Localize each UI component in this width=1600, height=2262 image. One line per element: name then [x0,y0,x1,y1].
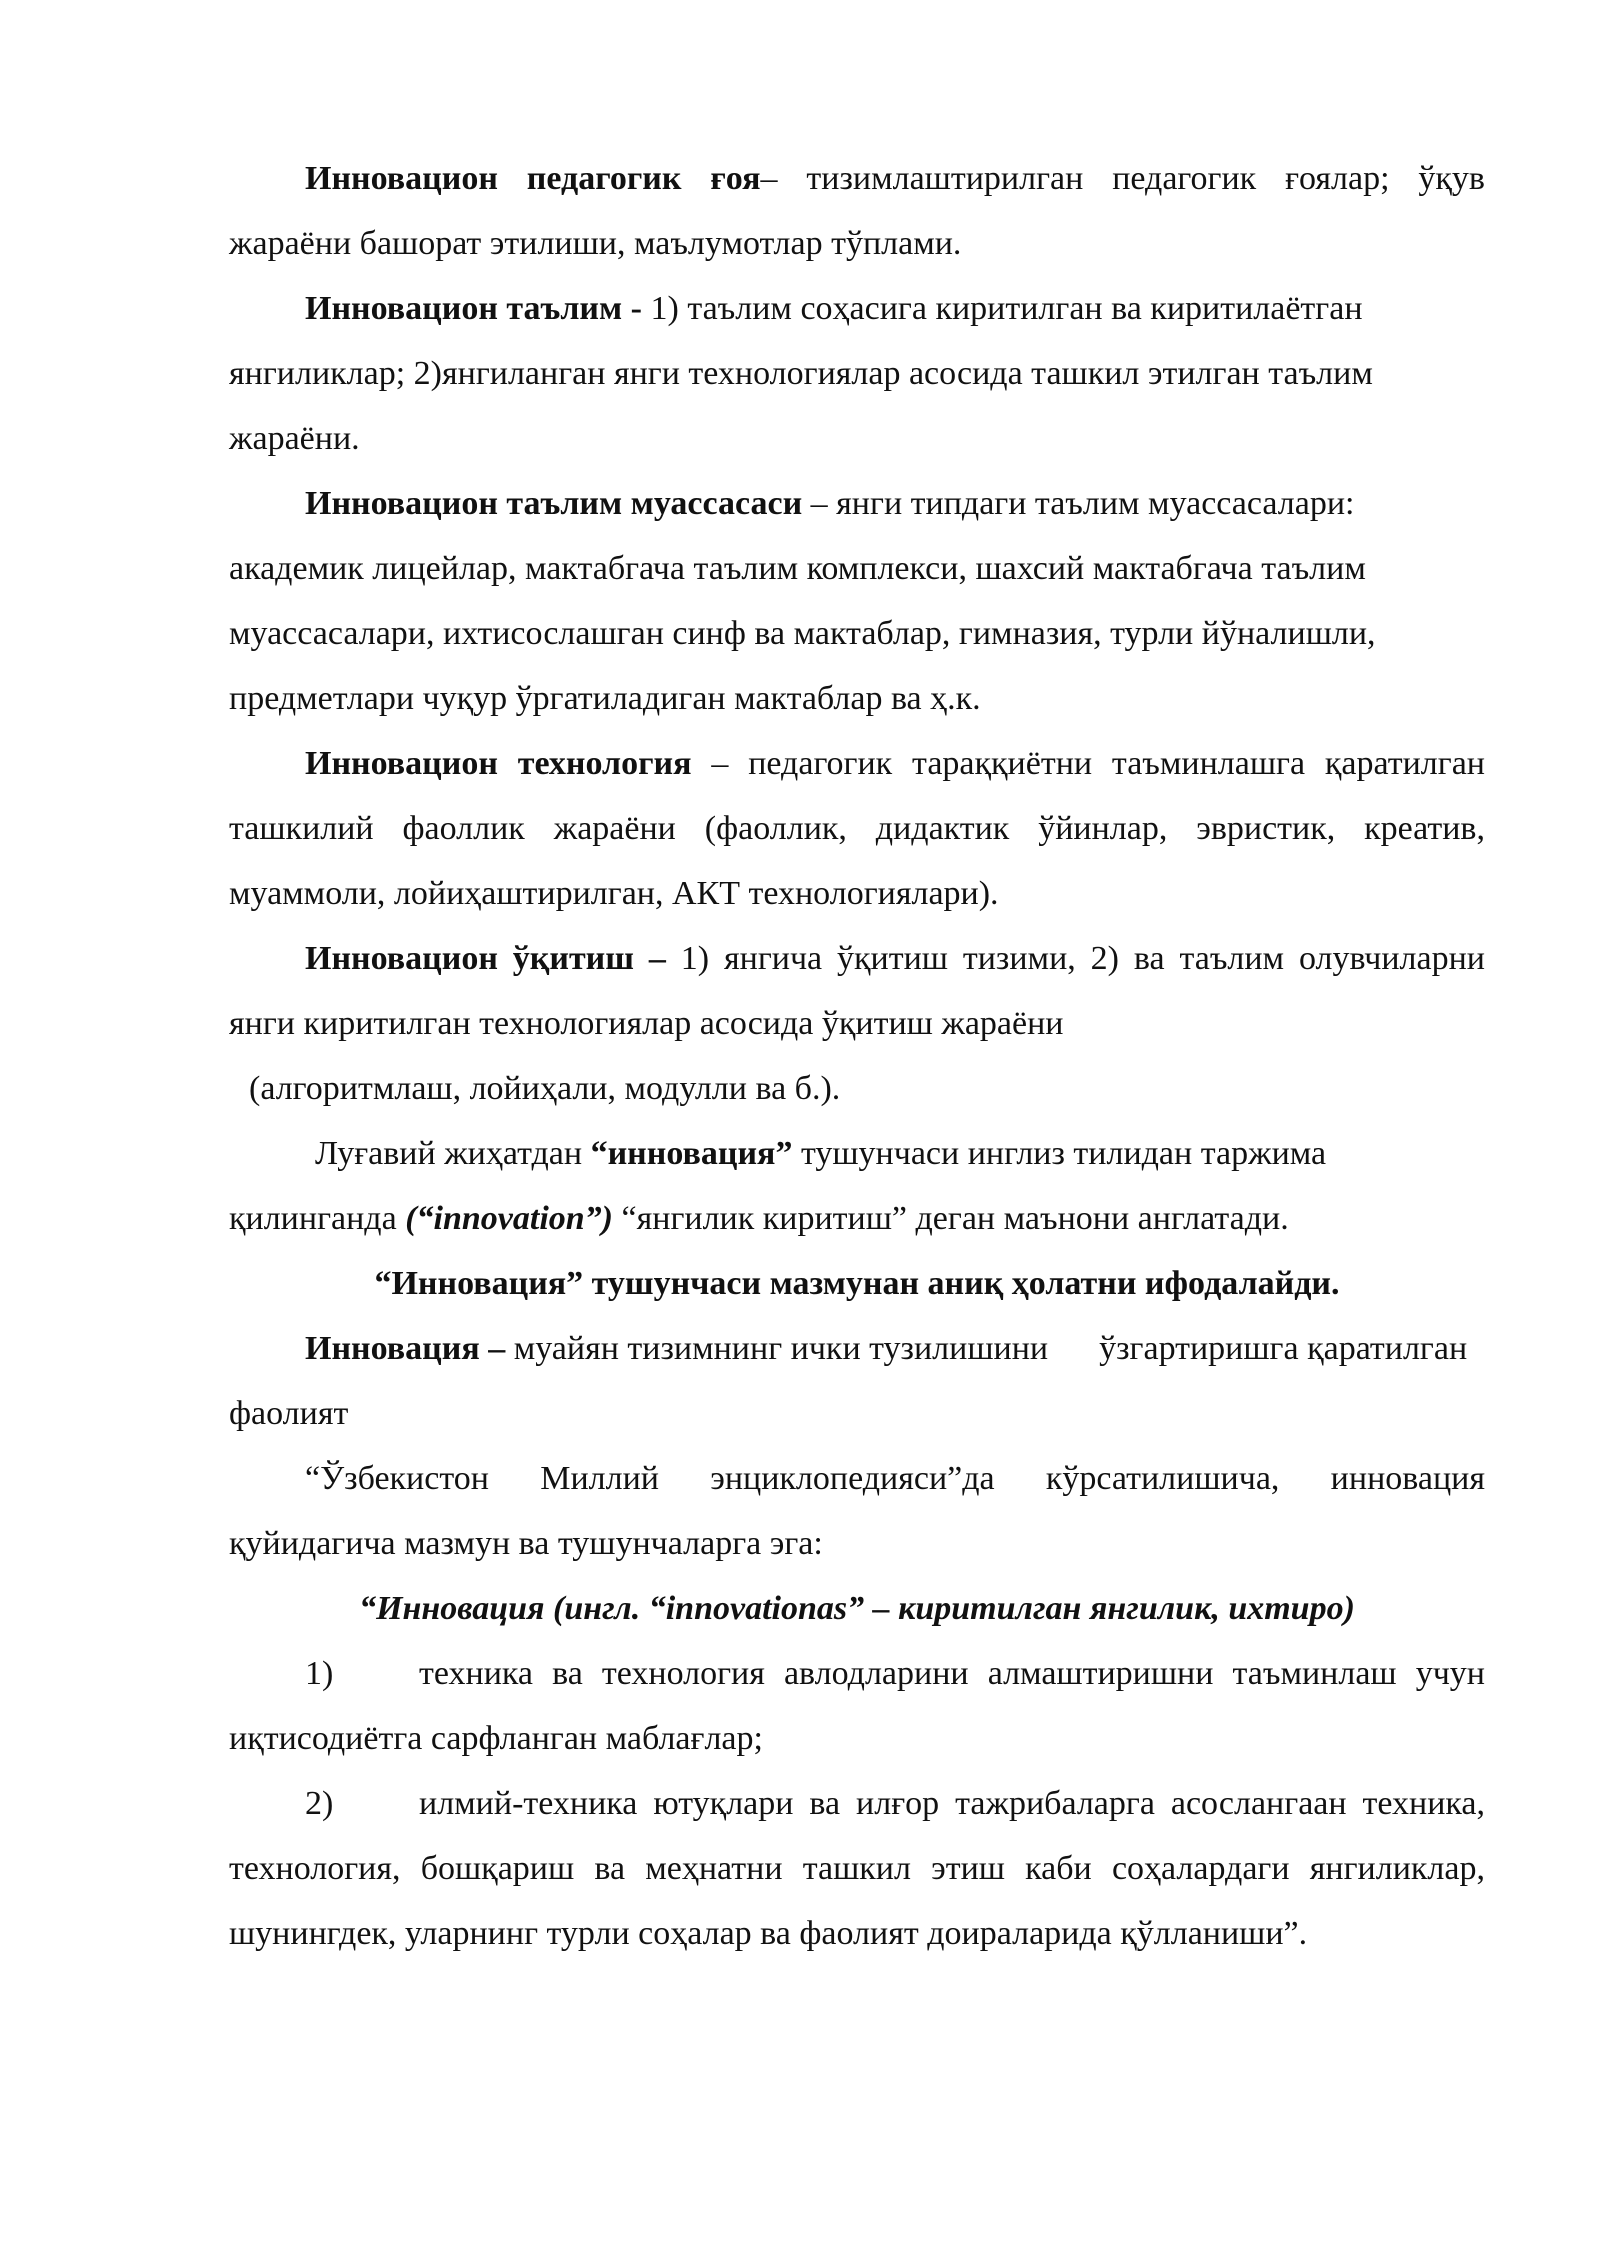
lexical-middle: тушунчаси инглиз тилидан таржима қилинганда [229,1135,1327,1237]
definition-innovative-teaching [229,926,1485,1056]
encyclopedia-quote-heading: “Инновация (ингл. “innovationas” – киритилган янгилик, ихтиро) [359,1590,1355,1627]
lexical-intro: Луғавий жиҳатдан [315,1135,591,1172]
term-label: Инновация – [305,1330,506,1367]
term-label: Инновацион педагогик ғоя [305,160,761,197]
definition-text: – янги типдаги таълим муассасалари: академик лицейлар, мактабгача таълим комплекси, шахсий мактабгача таълим муассасалари, ихтисослашган синф ва мактаблар, гимназия, турли йўналишли, предметлари чуқур ўргатиладиган мактаблар ва ҳ.к. [229,485,1376,717]
english-term: (“innovation”) [405,1200,614,1237]
definition-text: – тизимлаштирилган педагогик ғоялар; ўқув жараёни башорат этилиши, маълумотлар тўплами. [229,160,1485,262]
definition-innovative-education [229,276,1485,471]
teaching-examples: (алгоритмлаш, лойиҳали, модулли ва б.). [249,1070,841,1107]
list-item [229,1641,1485,1771]
definition-pedagogical-idea [229,146,1485,276]
list-text: илмий-техника ютуқлари ва илғор тажрибаларга асослангаан техника, технология, бошқариш ва меҳнатни ташкил этиш каби соҳалардаги янгиликлар, шунингдек, уларнинг турли соҳалар ва фаолият доираларида қўлланиши”. [229,1785,1485,1952]
definition-text: муайян тизимнинг ички тузилишини ўзгартиришга қаратилган фаолият [229,1330,1476,1432]
definition-text: 1) янгича ўқитиш тизими, 2) ва таълим олувчиларни янги киритилган технологиялар асосида ўқитиш жараёни [229,940,1485,1042]
term-label: Инновацион таълим - [305,290,642,327]
list-item [229,1771,1485,1966]
term-label: Инновацион таълим муассасаси [305,485,803,522]
list-number: 2) [305,1785,334,1822]
term-label: Инновацион технология [305,745,692,782]
definition-text: 1) таълим соҳасига киритилган ва киритилаётган янгиликлар; 2)янгиланган янги технологиялар асосида ташкил этилган таълим жараёни. [229,290,1373,457]
list-number: 1) [305,1655,334,1692]
term-label: “инновация” [590,1135,793,1172]
definition-text: – педагогик тараққиётни таъминлашга қаратилган ташкилий фаоллик жараёни (фаоллик, дидактик ўйинлар, эвристик, креатив, муаммоли, лойиҳаштирилган, АКТ технологиялари). [229,745,1485,912]
definition-innovative-technology [229,731,1485,926]
definition-innovative-institution [229,471,1485,731]
lexical-meaning-paragraph [229,1121,1485,1251]
encyclopedia-paragraph: “Ўзбекистон Миллий энциклопедияси”да кўрсатилишича, инновация қуйидагича мазмун ва тушунчаларга эга: [229,1460,1485,1562]
definition-innovation [229,1316,1485,1446]
centered-heading: “Инновация” тушунчаси мазмунан аниқ ҳолатни ифодалайди. [374,1265,1340,1302]
document-page [229,146,1485,1966]
list-text: техника ва технология авлодларини алмаштиришни таъминлаш учун иқтисодиётга сарфланган маблағлар; [229,1655,1485,1757]
term-label: Инновацион ўқитиш – [305,940,666,977]
lexical-end: “янгилик киритиш” деган маънони англатади. [613,1200,1289,1237]
